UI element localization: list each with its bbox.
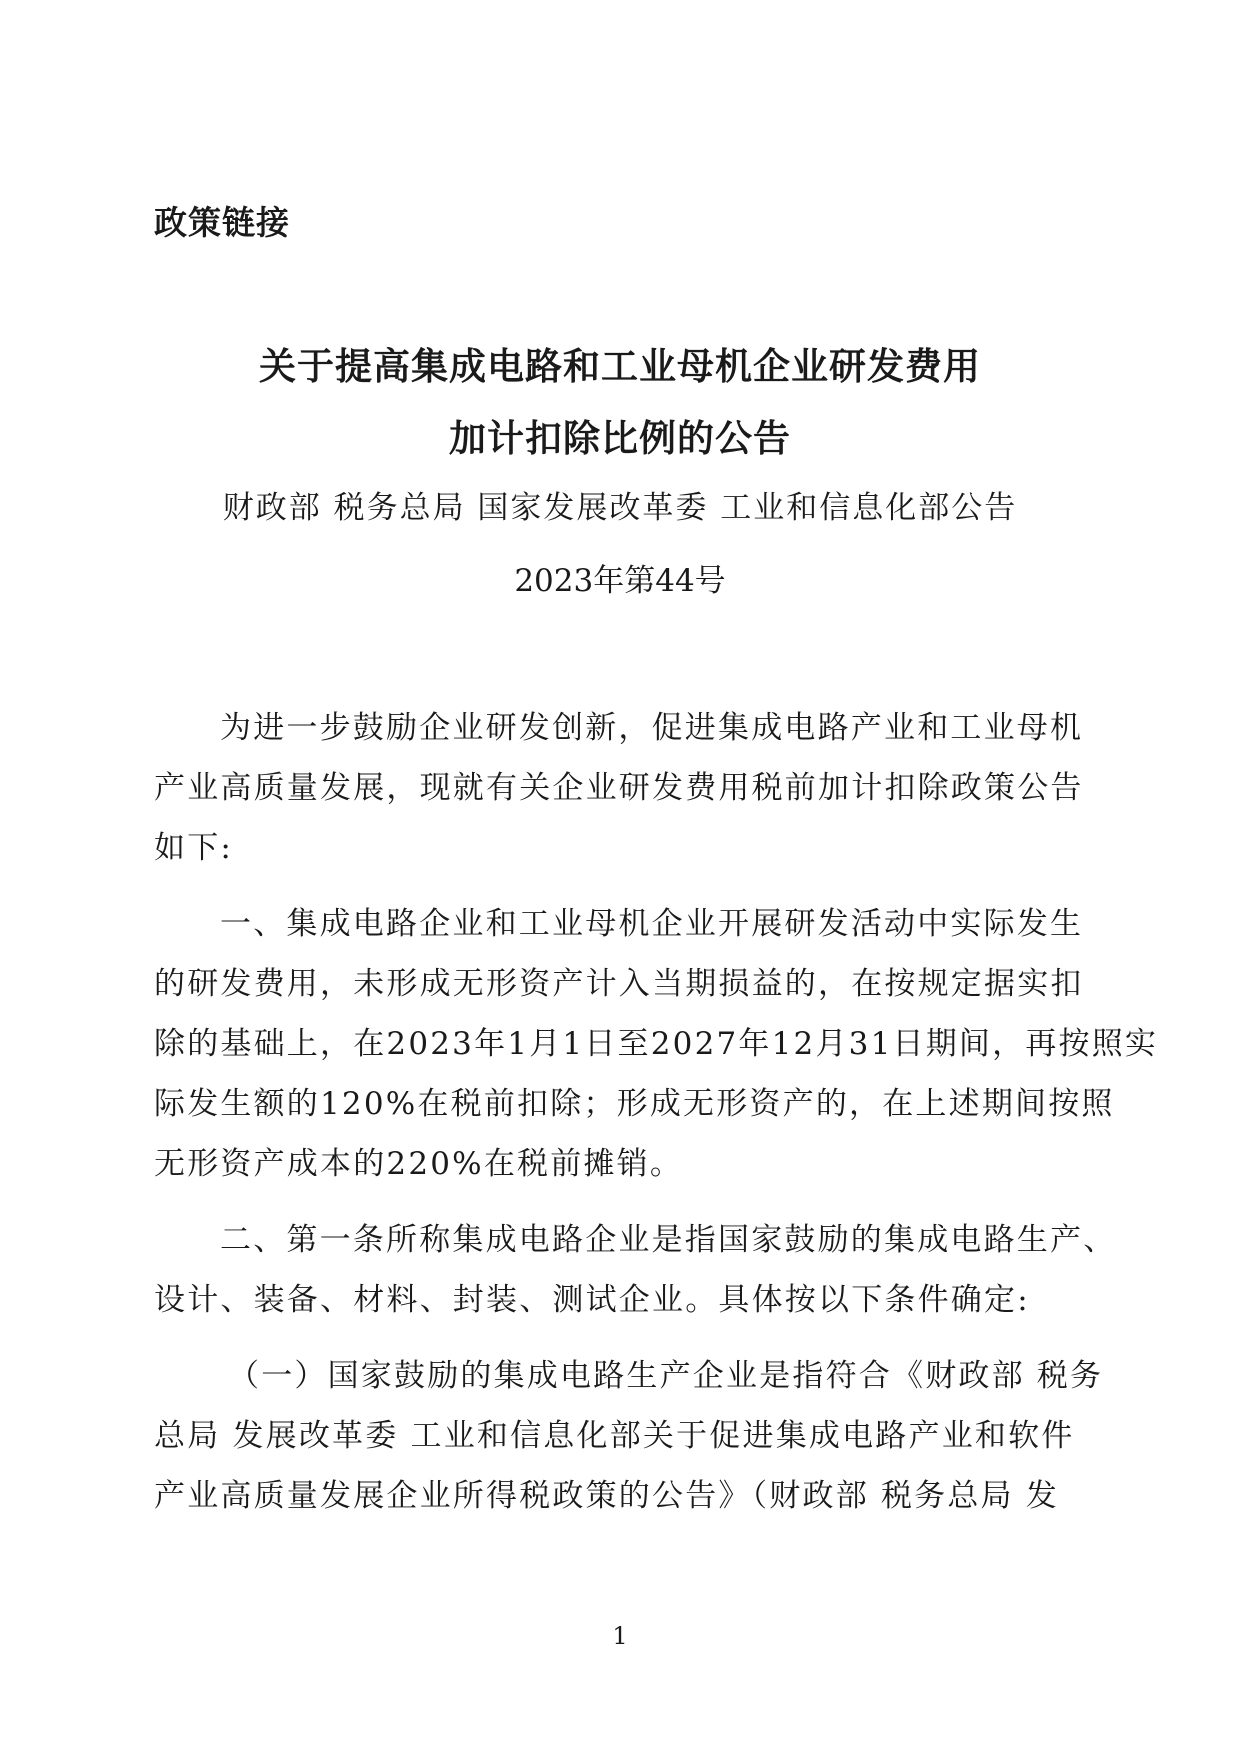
body-line: 为进一步鼓励企业研发创新，促进集成电路产业和工业母机 (220, 710, 1084, 746)
body-line: （一）国家鼓励的集成电路生产企业是指符合《财政部 税务 (228, 1358, 1104, 1394)
document-title-line-2: 加计扣除比例的公告 (449, 417, 791, 460)
body-line: 一、集成电路企业和工业母机企业开展研发活动中实际发生 (220, 906, 1084, 942)
body-line: 的研发费用，未形成无形资产计入当期损益的，在按规定据实扣 (154, 966, 1084, 1002)
body-line: 如下: (154, 830, 234, 866)
section-label: 政策链接 (154, 203, 290, 242)
page-number: 1 (612, 1622, 628, 1650)
body-line: 总局 发展改革委 工业和信息化部关于促进集成电路产业和软件 (154, 1418, 1075, 1454)
body-line: 二、第一条所称集成电路企业是指国家鼓励的集成电路生产、 (220, 1222, 1117, 1258)
issuer-line: 财政部 税务总局 国家发展改革委 工业和信息化部公告 (222, 490, 1018, 526)
body-line: 产业高质量发展，现就有关企业研发费用税前加计扣除政策公告 (154, 770, 1084, 806)
document-title-line-1: 关于提高集成电路和工业母机企业研发费用 (259, 345, 981, 388)
body-line: 设计、装备、材料、封装、测试企业。具体按以下条件确定: (154, 1282, 1030, 1318)
body-line: 产业高质量发展企业所得税政策的公告》（财政部 税务总局 发 (154, 1478, 1060, 1514)
body-line: 际发生额的120%在税前扣除；形成无形资产的，在上述期间按照 (154, 1086, 1115, 1122)
body-line: 无形资产成本的220%在税前摊销。 (154, 1146, 684, 1182)
body-line: 除的基础上，在2023年1月1日至2027年12月31日期间，再按照实 (154, 1026, 1159, 1062)
document-number: 2023年第44号 (514, 563, 726, 599)
